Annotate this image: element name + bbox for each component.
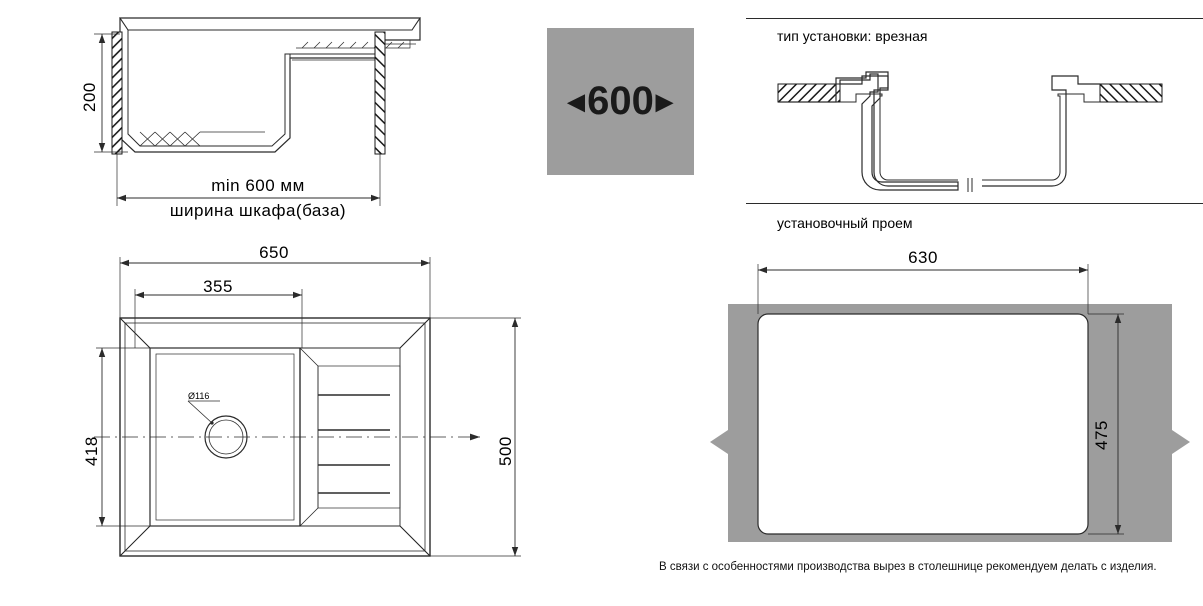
- cutout-note: В связи с особенностями производства вырез в столешнице рекомендуем делать с изделия.: [659, 561, 1157, 573]
- divider-middle: [746, 203, 1203, 204]
- cutout-title: установочный проем: [777, 215, 913, 231]
- badge-value: 600: [587, 79, 654, 123]
- cabinet-width-caption: ширина шкафа(база): [169, 201, 347, 220]
- plan-total-height-dim: 500: [496, 436, 515, 466]
- cutout-drawing: [700, 252, 1200, 562]
- badge-arrow-right: ▶: [655, 88, 674, 114]
- drain-diameter-label: Ø116: [188, 391, 210, 401]
- cutout-width-dim: 630: [908, 248, 938, 267]
- cutout-height-dim: 475: [1092, 420, 1111, 450]
- plan-bowl-height-dim: 418: [82, 436, 101, 466]
- plan-view-drawing: [80, 245, 550, 585]
- cabinet-width-dim: min 600 мм: [211, 176, 305, 195]
- cabinet-width-badge: [547, 28, 694, 175]
- plan-total-width-dim: 650: [259, 243, 289, 262]
- badge-arrow-left: ◀: [567, 88, 586, 114]
- plan-bowl-width-dim: 355: [203, 277, 233, 296]
- section-depth-dim: 200: [80, 82, 99, 112]
- divider-top: [746, 18, 1203, 19]
- install-type-drawing: [770, 60, 1170, 200]
- install-type-title: тип установки: врезная: [777, 28, 928, 44]
